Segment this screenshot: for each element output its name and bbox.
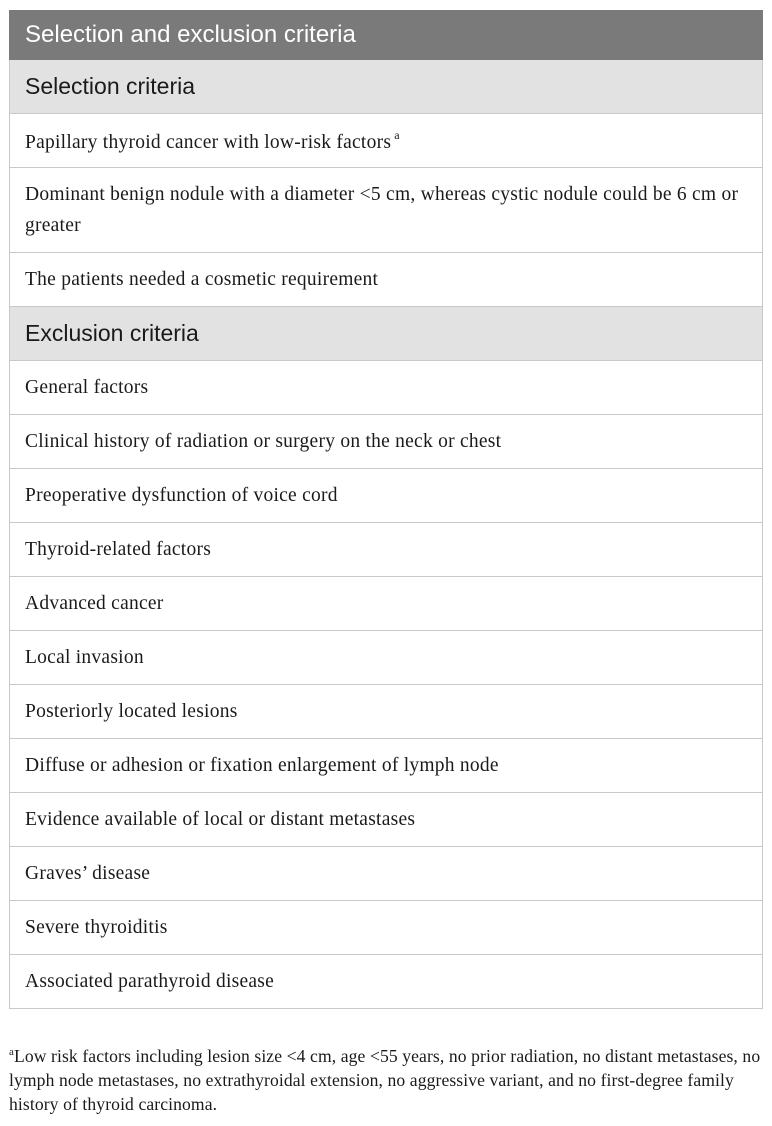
footnote-text: Low risk factors including lesion size <4 cm, age <55 years, no prior radiation, no distant metastases, no lymph node metastases, no extrathyroidal extension, no aggressive variant, and no first-degree family history of thyroid carcinoma. <box>9 1046 761 1114</box>
table-footnote <box>9 1040 763 1116</box>
table-row <box>10 114 763 168</box>
table-row <box>10 955 763 1009</box>
footnote-marker: a <box>394 127 400 142</box>
table-row <box>10 685 763 739</box>
exclusion-criteria-header: Exclusion criteria <box>10 307 763 361</box>
table-row <box>10 901 763 955</box>
table-row <box>10 469 763 523</box>
table-cell: Severe thyroiditis <box>10 901 763 955</box>
table-row <box>10 847 763 901</box>
table-cell: Graves’ disease <box>10 847 763 901</box>
section-header-row <box>10 60 763 114</box>
table-row <box>10 739 763 793</box>
cell-text: Papillary thyroid cancer with low-risk factors <box>25 131 392 153</box>
table-cell: Advanced cancer <box>10 577 763 631</box>
table-cell: General factors <box>10 361 763 415</box>
table-cell: Local invasion <box>10 631 763 685</box>
table-row <box>10 168 763 253</box>
table-cell: The patients needed a cosmetic requirement <box>10 253 763 307</box>
section-header-row <box>10 307 763 361</box>
criteria-table <box>9 10 763 1009</box>
table-row <box>10 253 763 307</box>
footnote-marker: a <box>9 1046 14 1058</box>
table-title-row <box>10 11 763 60</box>
table-row <box>10 631 763 685</box>
table-title: Selection and exclusion criteria <box>10 11 763 60</box>
table-cell: Dominant benign nodule with a diameter <5 cm, whereas cystic nodule could be 6 cm or greater <box>10 168 763 253</box>
table-cell: Thyroid-related factors <box>10 523 763 577</box>
table-cell: Posteriorly located lesions <box>10 685 763 739</box>
table-cell: Associated parathyroid disease <box>10 955 763 1009</box>
table-cell: Evidence available of local or distant metastases <box>10 793 763 847</box>
table-row <box>10 415 763 469</box>
selection-criteria-header: Selection criteria <box>10 60 763 114</box>
table-row <box>10 793 763 847</box>
table-cell <box>10 114 763 168</box>
table-row <box>10 577 763 631</box>
table-cell: Diffuse or adhesion or fixation enlargement of lymph node <box>10 739 763 793</box>
table-row <box>10 361 763 415</box>
table-cell: Preoperative dysfunction of voice cord <box>10 469 763 523</box>
table-row <box>10 523 763 577</box>
table-cell: Clinical history of radiation or surgery on the neck or chest <box>10 415 763 469</box>
criteria-table-container <box>9 10 763 1009</box>
